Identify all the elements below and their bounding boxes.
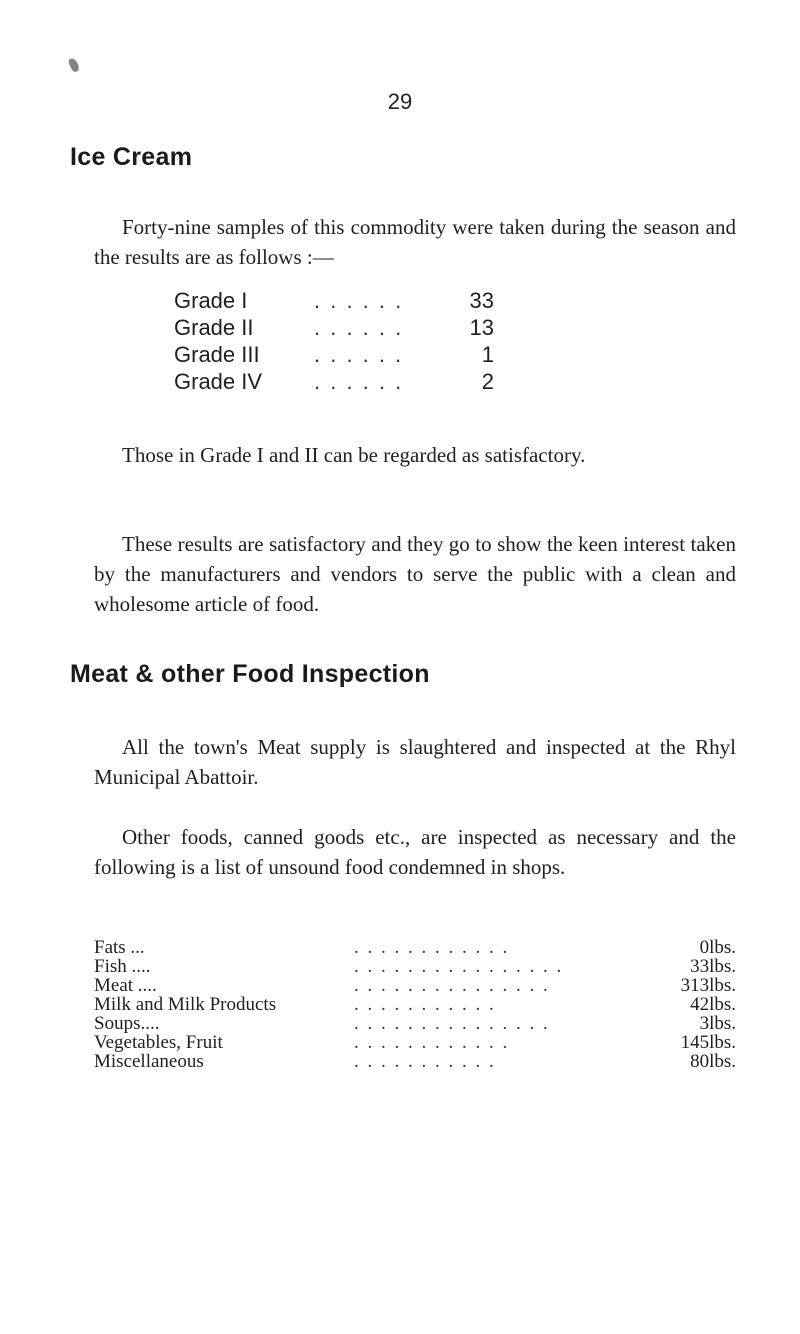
grade-name: Grade III [174,342,260,367]
satisfactory-note-text: Those in Grade I and II can be regarded as satisfactory. [122,443,586,467]
leader-dots: . . . . . . . . . . . [354,1051,496,1072]
leader-dots: . . . . . . . . . . . [354,994,496,1015]
meat-para-1-text: All the town's Meat supply is slaughtered and inspected at the Rhyl Municipal Abattoir. [94,735,736,789]
ice-cream-intro-text: Forty-nine samples of this commodity were taken during the season and the results are as follows :— [94,215,736,269]
food-item: Milk and Milk Products [94,994,277,1015]
meat-heading: Meat & other Food Inspection [70,660,430,688]
food-item: Miscellaneous [94,1051,204,1072]
food-quantity: 313lbs. [680,975,736,996]
grade-row [174,287,494,314]
leader-dots: . . . . . . . . . . . . . . . [354,975,550,996]
leader-dots: . . . . . . [314,288,404,313]
grade-name: Grade II [174,315,254,340]
leader-dots: . . . . . . . . . . . . . . . . [354,956,564,977]
food-quantity: 145lbs. [680,1032,736,1053]
ice-cream-conclusion [94,529,736,619]
leader-dots: . . . . . . . . . . . . [354,1032,510,1053]
grade-count: 33 [469,288,494,313]
food-item: Vegetables, Fruit [94,1032,223,1053]
leader-dots: . . . . . . [314,369,404,394]
meat-para-1 [94,732,736,792]
grade-name: Grade I [174,288,248,313]
food-quantity: 3lbs. [699,1013,736,1034]
condemned-row [94,1014,736,1033]
condemned-row [94,957,736,976]
grade-count: 13 [469,315,494,340]
food-quantity: 33lbs. [690,956,736,977]
grade-row [174,368,494,395]
ice-cream-intro [94,212,736,272]
food-item: Soups.... [94,1013,160,1034]
food-quantity: 80lbs. [690,1051,736,1072]
condemned-row [94,1052,736,1071]
condemned-row [94,976,736,995]
ice-cream-heading: Ice Cream [70,143,193,171]
leader-dots: . . . . . . [314,315,404,340]
food-item: Meat .... [94,975,157,996]
food-item: Fats ... [94,937,145,958]
food-quantity: 0lbs. [699,937,736,958]
grade-count: 2 [481,369,494,394]
condemned-row [94,995,736,1014]
food-quantity: 42lbs. [690,994,736,1015]
grade-count: 1 [481,342,494,367]
food-item: Fish .... [94,956,151,977]
grade-row [174,314,494,341]
condemned-row [94,938,736,957]
condemned-row [94,1033,736,1052]
satisfactory-note [94,440,736,470]
page-number: 29 [387,89,413,114]
leader-dots: . . . . . . . . . . . . [354,937,510,958]
scan-blot [67,57,80,73]
grade-name: Grade IV [174,369,263,394]
ice-cream-conclusion-text: These results are satisfactory and they go to show the keen interest taken by the manufacturers and vendors to serve the public with a clean and wholesome article of food. [94,532,736,616]
grade-table [174,287,494,395]
condemned-food-table [94,938,736,1071]
leader-dots: . . . . . . [314,342,404,367]
leader-dots: . . . . . . . . . . . . . . . [354,1013,550,1034]
meat-para-2-text: Other foods, canned goods etc., are inspected as necessary and the following is a list of unsound food condemned in shops. [94,825,736,879]
meat-para-2 [94,822,736,882]
grade-row [174,341,494,368]
